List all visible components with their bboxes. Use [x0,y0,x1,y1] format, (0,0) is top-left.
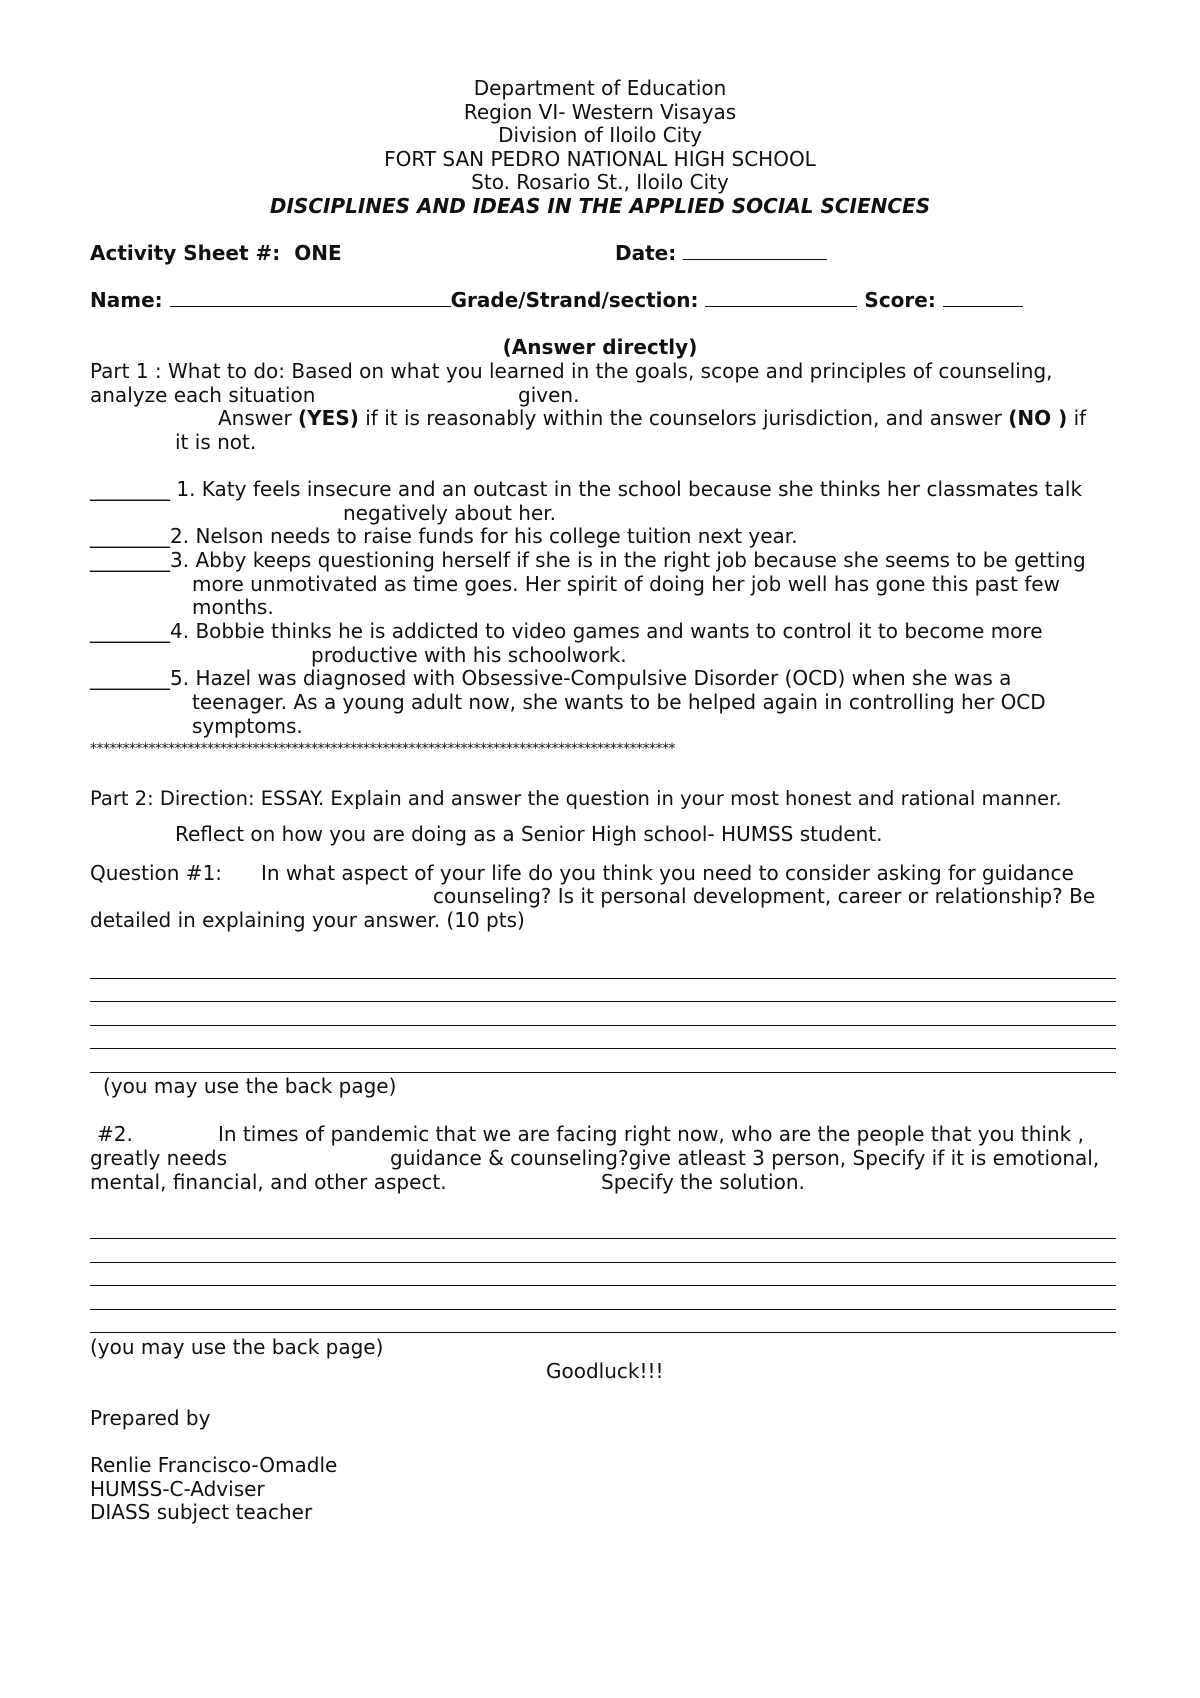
answer-no: (NO ) [1008,406,1068,430]
header-school: FORT SAN PEDRO NATIONAL HIGH SCHOOL [384,147,816,171]
list-item [90,619,1043,643]
subject-title: DISCIPLINES AND IDEAS IN THE APPLIED SOCIAL SCIENCES [269,194,931,218]
part1-answer-instruction-2: it is not. [175,430,257,454]
score-label: Score: [864,288,936,312]
question-2-line-3b: Specify the solution. [601,1170,805,1194]
answer-line[interactable] [90,1072,1116,1073]
item-text: 2. Nelson needs to raise funds for his college tuition next year. [170,524,798,548]
question-2-line-2a: greatly needs [90,1146,228,1170]
header-address: Sto. Rosario St., Iloilo City [471,170,729,194]
question-1-label: Question #1: [90,861,223,885]
answer-text-b: if it is reasonably within the counselors jurisdiction, and answer [358,406,1009,430]
answer-directly: (Answer directly) [502,335,698,359]
answer-blank[interactable]: ________ [90,548,170,572]
part1-answer-instruction [218,406,1086,430]
list-item [90,477,1082,501]
activity-value: ONE [294,241,342,265]
part1-intro-2b: given. [518,383,580,407]
teacher-name: Renlie Francisco-Omadle [90,1453,338,1477]
grade-label: Grade/Strand/section: [450,288,699,312]
prepared-by: Prepared by [90,1406,211,1430]
list-item [90,548,1086,572]
item-1-continuation: negatively about her. [343,501,557,525]
answer-line[interactable] [90,978,1116,979]
back-page-note-1: (you may use the back page) [103,1074,397,1098]
answer-line[interactable] [90,1262,1116,1263]
answer-yes: (YES) [298,406,359,430]
back-page-note-2: (you may use the back page) [90,1335,384,1359]
part2-reflect: Reflect on how you are doing as a Senior High school- HUMSS student. [175,822,883,846]
separator: ****************************************************************************************** [90,741,675,757]
grade-blank[interactable] [705,288,857,307]
item-3-continuation-2: months. [192,595,274,619]
answer-blank[interactable]: ________ [90,666,170,690]
name-blank[interactable] [170,288,451,307]
item-text: 1. Katy feels insecure and an outcast in the school because she thinks her classmates talk [170,477,1083,501]
item-text: 5. Hazel was diagnosed with Obsessive-Compulsive Disorder (OCD) when she was a [170,666,1012,690]
answer-text-c: if [1067,406,1087,430]
question-1-line-2: counseling? Is it personal development, career or relationship? Be [433,884,1096,908]
date-label: Date: [615,241,677,265]
answer-line[interactable] [90,1238,1116,1239]
header-division: Division of Iloilo City [498,123,702,147]
answer-line[interactable] [90,1025,1116,1026]
answer-blank[interactable]: ________ [90,477,170,501]
answer-line[interactable] [90,1048,1116,1049]
answer-blank[interactable]: ________ [90,619,170,643]
answer-text-a: Answer [218,406,299,430]
part1-intro-1: Part 1 : What to do: Based on what you learned in the goals, scope and principles of counseling, [90,359,1053,383]
question-2-line-1: In times of pandemic that we are facing right now, who are the people that you think , [218,1122,1084,1146]
item-5-continuation-1: teenager. As a young adult now, she wants to be helped again in controlling her OCD [192,690,1046,714]
teacher-role-subject: DIASS subject teacher [90,1500,313,1524]
item-text: 3. Abby keeps questioning herself if she is in the right job because she seems to be getting [170,548,1086,572]
part2-direction: Part 2: Direction: ESSAY. Explain and answer the question in your most honest and rational manner. [90,787,1062,810]
name-label: Name: [90,288,163,312]
date-blank[interactable] [683,241,827,260]
answer-line[interactable] [90,1309,1116,1310]
goodluck-text: Goodluck!!! [546,1359,664,1383]
header-region: Region VI- Western Visayas [463,100,737,124]
question-1-line-1: In what aspect of your life do you think you need to consider asking for guidance [261,861,1074,885]
answer-line[interactable] [90,1332,1116,1333]
score-blank[interactable] [943,288,1023,307]
question-1-line-3: detailed in explaining your answer. (10 pts) [90,908,525,932]
question-2-line-2b: guidance & counseling?give atleast 3 person, Specify if it is emotional, [390,1146,1100,1170]
list-item [90,666,1011,690]
answer-line[interactable] [90,1001,1116,1002]
date-row [615,241,827,265]
teacher-role-adviser: HUMSS-C-Adviser [90,1477,265,1501]
activity-sheet-row [90,241,342,265]
list-item [90,524,798,548]
item-3-continuation-1: more unmotivated as time goes. Her spirit of doing her job well has gone this past few [192,572,1060,596]
item-text: 4. Bobbie thinks he is addicted to video games and wants to control it to become more [170,619,1043,643]
question-2-label: #2. [97,1122,133,1146]
name-row [90,288,1023,312]
answer-line[interactable] [90,1285,1116,1286]
header-department: Department of Education [473,76,727,100]
answer-blank[interactable]: ________ [90,524,170,548]
question-2-line-3a: mental, financial, and other aspect. [90,1170,447,1194]
item-5-continuation-2: symptoms. [192,714,303,738]
activity-label: Activity Sheet #: [90,241,281,265]
item-4-continuation: productive with his schoolwork. [311,643,627,667]
part1-intro-2a: analyze each situation [90,383,316,407]
